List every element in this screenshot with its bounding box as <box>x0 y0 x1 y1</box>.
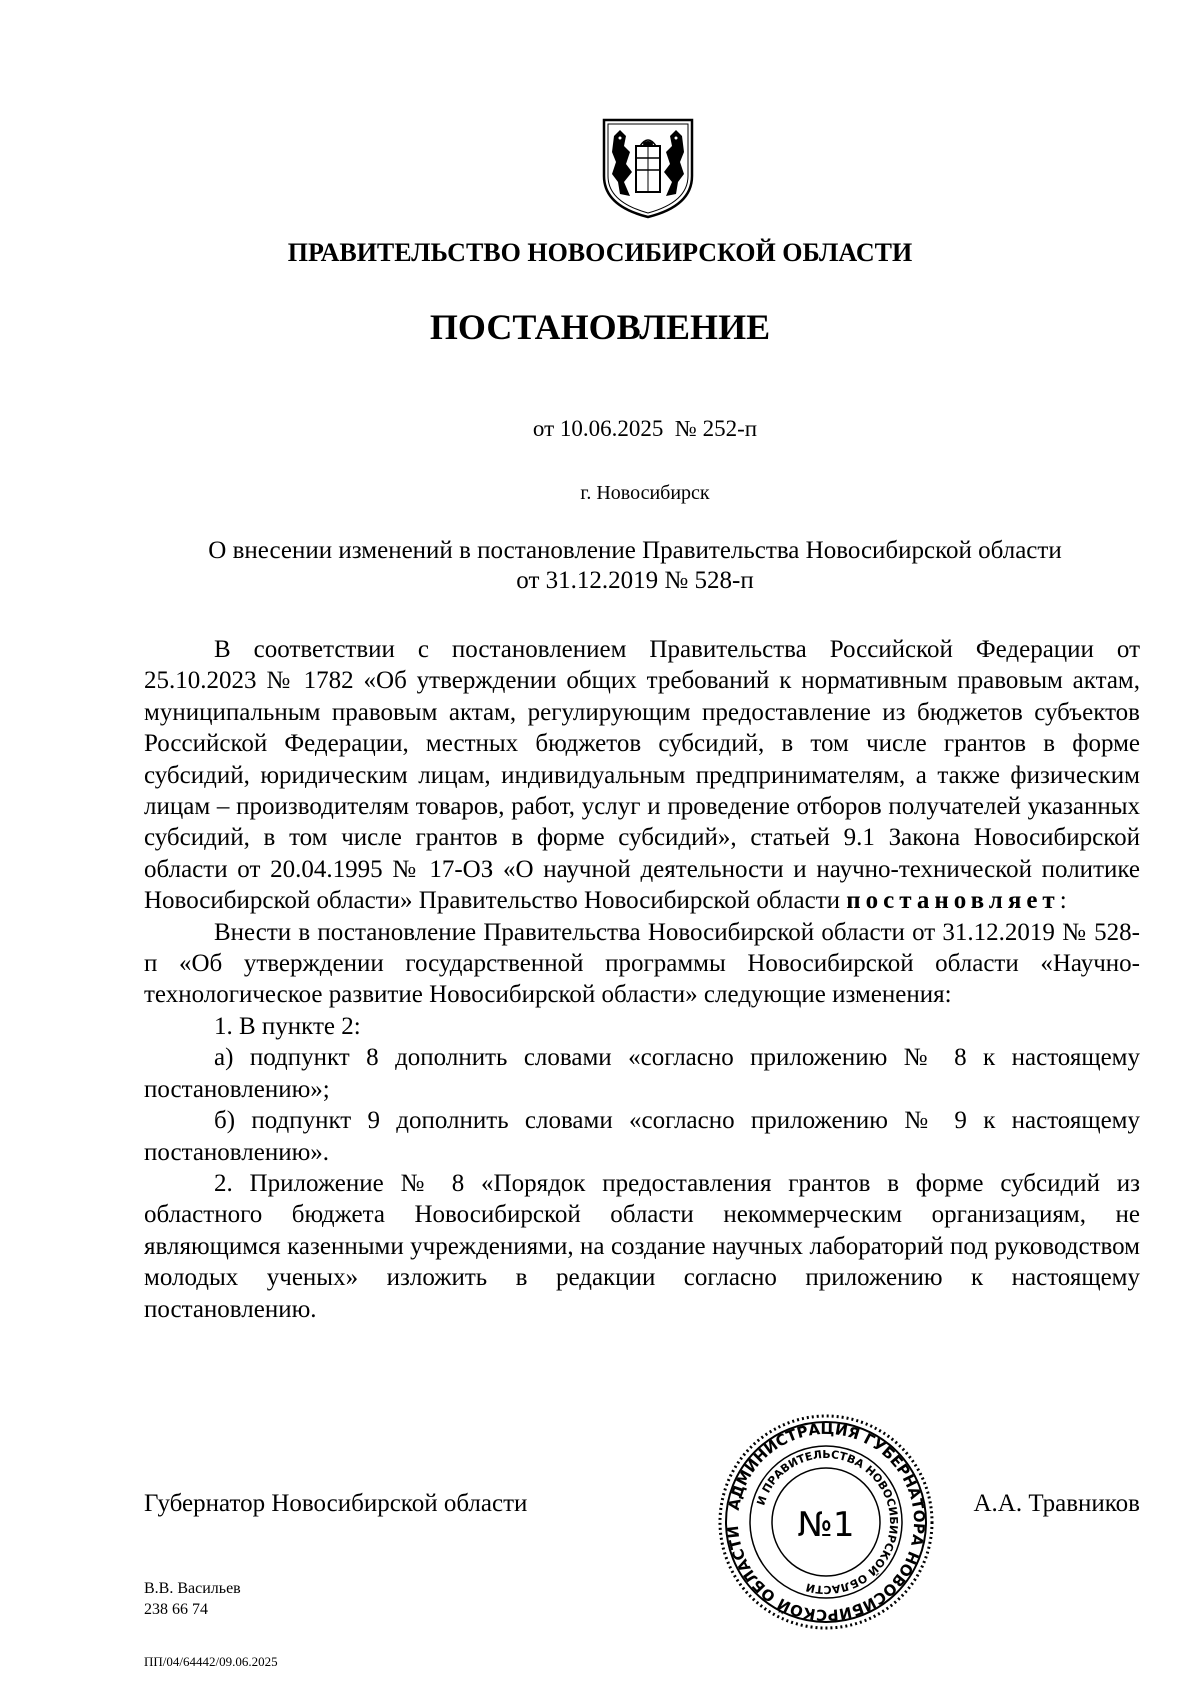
paragraph-preamble <box>144 634 1140 917</box>
seal-center-number: №1 <box>797 1505 855 1545</box>
contact-person: В.В. Васильев <box>144 1580 241 1597</box>
document-subject <box>140 536 1130 596</box>
paragraph-point-1: 1. В пункте 2: <box>214 1012 361 1040</box>
document-type: ПОСТАНОВЛЕНИЕ <box>429 307 771 347</box>
seal-outer-text: АДМИНИСТРАЦИЯ ГУБЕРНАТОРА НОВОСИБИРСКОЙ ОБЛАСТИ <box>723 1419 929 1625</box>
signatory-title: Губернатор Новосибирской области <box>144 1490 528 1517</box>
paragraph-subpoint-a: а) подпункт 8 дополнить словами «согласно приложению № 8 к настоящему постановлению»; <box>144 1044 1140 1103</box>
document-code: ПП/04/64442/09.06.2025 <box>144 1654 278 1669</box>
preamble-text: В соответствии с постановлением Правительства Российской Федерации от 25.10.2023 № 1782 «Об утверждении общих требований к нормативным правовым актам, муниципальным правовым актам, регулирующим предоставление из бюджетов субъектов Российской Федерации, местных бюджетов субсидий, в том числе грантов в форме субсидий, юридическим лицам, индивидуальным предпринимателям, а также физическим лицам – производителям товаров, работ, услуг и проведение отборов получателей указанных субсидий, в том числе грантов в форме субсидий», статьей 9.1 Закона Новосибирской области от 20.04.1995 № 17-ОЗ «О научной деятельности и научно-технической политике Новосибирской области» Правительство Новосибирской области <box>144 636 1140 915</box>
government-title: ПРАВИТЕЛЬСТВО НОВОСИБИРСКОЙ ОБЛАСТИ <box>287 238 913 267</box>
signatory-name: А.А. Травников <box>973 1490 1140 1517</box>
paragraph-amend: Внести в постановление Правительства Новосибирской области от 31.12.2019 № 528-п «Об утверждении государственной программы Новосибирской области «Научно-технологическое развитие Новосибирской области» следующие изменения: <box>144 918 1140 1009</box>
subject-line-2: от 31.12.2019 № 528-п <box>516 567 754 594</box>
document-city: г. Новосибирск <box>580 482 710 504</box>
paragraph-point-2: 2. Приложение № 8 «Порядок предоставления грантов в форме субсидий из областного бюджета Новосибирской области некоммерческим организациям, не являющимся казенными учреждениями, на создание научных лабораторий под руководством молодых ученых» изложить в редакции согласно приложению к настоящему постановлению. <box>144 1169 1140 1323</box>
contact-phone: 238 66 74 <box>144 1601 208 1618</box>
resolution-keyword: постановляет <box>846 887 1060 915</box>
paragraph-subpoint-b: б) подпункт 9 дополнить словами «согласно приложению № 9 к настоящему постановлению». <box>144 1107 1140 1166</box>
seal-inner-text: И ПРАВИТЕЛЬСТВА НОВОСИБИРСКОЙ ОБЛАСТИ <box>754 1447 901 1597</box>
coat-of-arms-icon <box>600 116 696 220</box>
document-number: от 10.06.2025 № 252-п <box>532 416 758 441</box>
document-body <box>144 634 1140 1325</box>
contact-block <box>144 1578 241 1620</box>
subject-line-1: О внесении изменений в постановление Правительства Новосибирской области <box>208 537 1062 564</box>
preamble-end: : <box>1059 887 1067 915</box>
official-seal-icon <box>716 1412 936 1632</box>
